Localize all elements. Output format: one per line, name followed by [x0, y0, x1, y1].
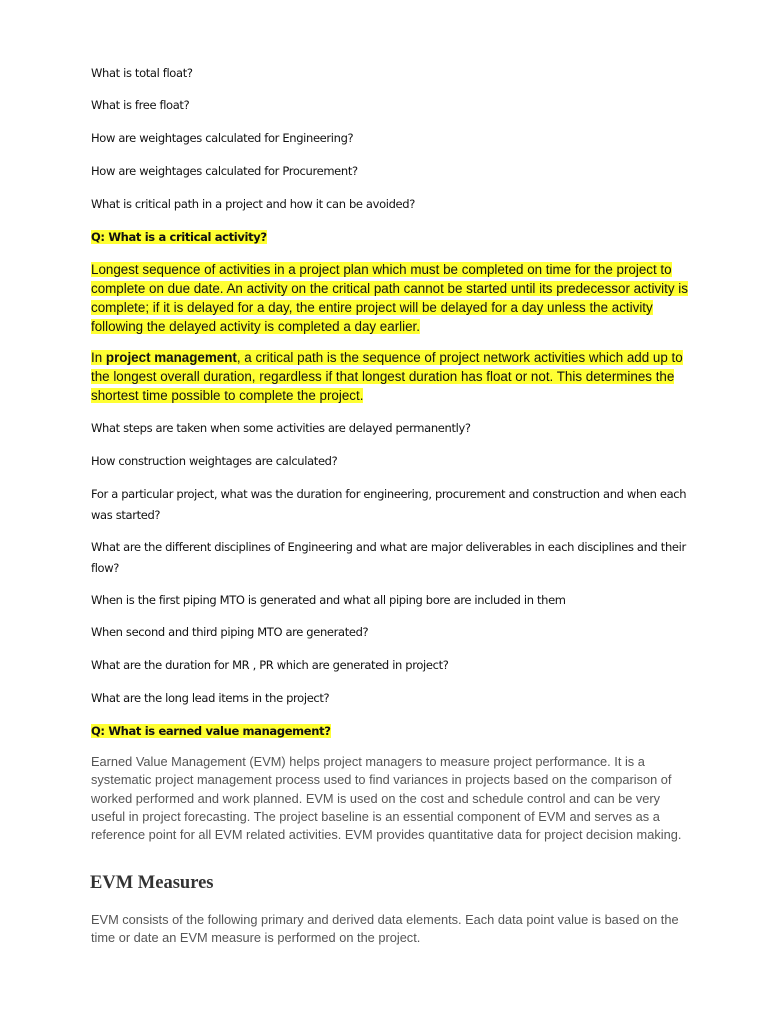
question-critical-path: What is critical path in a project and how it can be avoided?	[91, 197, 415, 211]
question-delayed-activities: What steps are taken when some activities are delayed permanently?	[91, 421, 471, 435]
question-earned-value	[91, 721, 691, 742]
answer-project-management	[91, 348, 691, 405]
question-critical-activity	[91, 227, 691, 248]
evm-measures-heading: EVM Measures	[90, 873, 214, 893]
answer-critical-activity	[91, 260, 691, 336]
pm-bold-term: project management	[105, 350, 237, 365]
question-total-float: What is total float?	[91, 66, 193, 80]
question-critical-activity-text: Q: What is a critical activity?	[91, 230, 267, 244]
question-epc-duration: For a particular project, what was the duration for engineering, procurement and construction and when each was started?	[91, 487, 687, 522]
answer-critical-activity-text: Longest sequence of activities in a project plan which must be completed on time for the project to complete on due date. An activity on the critical path cannot be started until its predecessor activity is complete; if it is delayed for a day, the entire project will be delayed for a day unless the activity following the delayed activity is completed a day earlier.	[91, 262, 688, 334]
question-engineering-disciplines: What are the different disciplines of Engineering and what are major deliverables in each disciplines and their flow?	[91, 540, 686, 575]
question-weightage-procurement: How are weightages calculated for Procurement?	[91, 164, 358, 178]
question-construction-weightages: How construction weightages are calculated?	[91, 454, 338, 468]
question-free-float: What is free float?	[91, 98, 190, 112]
question-mr-pr-duration: What are the duration for MR , PR which are generated in project?	[91, 658, 449, 672]
question-earned-value-text: Q: What is earned value management?	[91, 724, 331, 738]
question-second-third-mto: When second and third piping MTO are generated?	[91, 625, 369, 639]
question-first-piping-mto: When is the first piping MTO is generated and what all piping bore are included in them	[91, 593, 566, 607]
question-weightage-engineering: How are weightages calculated for Engineering?	[91, 131, 354, 145]
question-long-lead-items: What are the long lead items in the project?	[91, 691, 330, 705]
evm-measures-paragraph: EVM consists of the following primary and derived data elements. Each data point value is based on the time or date an EVM measure is performed on the project.	[91, 912, 679, 946]
pm-rest: , a critical path is the sequence of project network activities which add up to the longest overall duration, regardless if that longest duration has float or not. This determines the shortest time possible to complete the project.	[91, 350, 683, 403]
pm-prefix: In	[91, 350, 106, 365]
evm-paragraph: Earned Value Management (EVM) helps project managers to measure project performance. It is a systematic project management process used to find variances in projects based on the comparison of worked performed and work planned. EVM is used on the cost and schedule control and can be very useful in project forecasting. The project baseline is an essential component of EVM and serves as a reference point for all EVM related activities. EVM provides quantitative data for project decision making.	[91, 754, 682, 843]
